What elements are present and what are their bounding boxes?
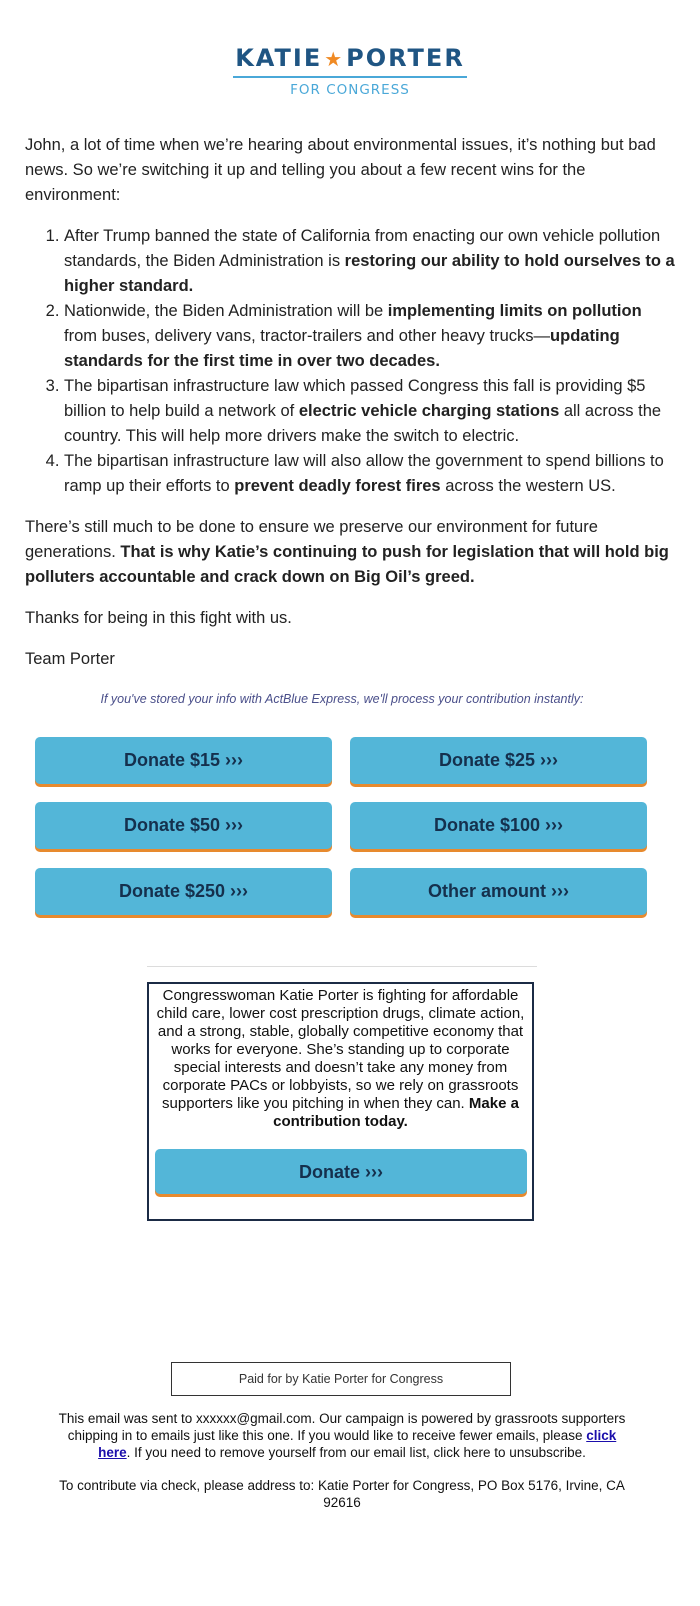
donate-250-button[interactable]: Donate $250 ››› bbox=[35, 868, 332, 915]
donate-15-button[interactable]: Donate $15 ››› bbox=[35, 737, 332, 784]
fewer-emails-link[interactable]: click here bbox=[98, 1428, 617, 1460]
list-item: 2. Nationwide, the Biden Administration will be implementing limits on pollution from buses, delivery vans, tractor-trailers and other heavy trucks—updating standards for the first time in over two decades. bbox=[64, 299, 675, 374]
logo-wordmark bbox=[233, 44, 467, 78]
thanks-line: Thanks for being in this fight with us. bbox=[25, 609, 292, 627]
footer-check-address: To contribute via check, please address to: Katie Porter for Congress, PO Box 5176, Irvine, CA 92616 bbox=[59, 1478, 625, 1510]
email-body bbox=[25, 133, 675, 688]
section-divider bbox=[147, 966, 537, 967]
list-item: 4. The bipartisan infrastructure law will also allow the government to spend billions to ramp up their efforts to prevent deadly forest fires across the western US. bbox=[64, 449, 675, 499]
intro-paragraph: John, a lot of time when we’re hearing about environmental issues, it’s nothing but bad news. So we’re switching it up and telling you about a few recent wins for the environment: bbox=[25, 136, 656, 204]
footer bbox=[50, 1410, 634, 1527]
signoff: Team Porter bbox=[25, 650, 115, 668]
wins-list bbox=[25, 224, 675, 499]
card-donate-button[interactable]: Donate ››› bbox=[155, 1149, 527, 1194]
actblue-note: If you've stored your info with ActBlue Express, we'll process your contribution instantly: bbox=[100, 692, 584, 706]
campaign-logo bbox=[0, 44, 700, 98]
paid-for-disclaimer: Paid for by Katie Porter for Congress bbox=[171, 1362, 511, 1396]
footer-unsubscribe-text: This email was sent to xxxxxx@gmail.com. Our campaign is powered by grassroots supporters chipping in to emails just like this one. If you would like to receive fewer emails, please click here. If you need to remove yourself from our email list, click here to unsubscribe. bbox=[58, 1411, 626, 1460]
logo-tagline: FOR CONGRESS bbox=[290, 82, 410, 98]
logo-name-first: KATIE bbox=[235, 44, 323, 72]
card-text: Congresswoman Katie Porter is fighting for affordable child care, lower cost prescription drugs, climate action, and a strong, stable, globally competitive economy that works for everyone. She’s standing up to corporate special interests and doesn’t take any money from corporate PACs or lobbyists, so we rely on grassroots supporters like you pitching in when they can. Make a contribution today. bbox=[156, 987, 525, 1130]
closing-paragraph: There’s still much to be done to ensure we preserve our environment for future generations. That is why Katie’s continuing to push for legislation that will hold big polluters accountable and crack down on Big Oil’s greed. bbox=[25, 518, 669, 586]
contribution-card bbox=[147, 982, 534, 1221]
list-item: 3. The bipartisan infrastructure law which passed Congress this fall is providing $5 billion to help build a network of electric vehicle charging stations all across the country. This will help more drivers make the switch to electric. bbox=[64, 374, 675, 449]
list-item: 1. After Trump banned the state of California from enacting our own vehicle pollution standards, the Biden Administration is restoring our ability to hold ourselves to a higher standard. bbox=[64, 224, 675, 299]
star-icon: ★ bbox=[324, 47, 345, 71]
donate-100-button[interactable]: Donate $100 ››› bbox=[350, 802, 647, 849]
donate-50-button[interactable]: Donate $50 ››› bbox=[35, 802, 332, 849]
donate-25-button[interactable]: Donate $25 ››› bbox=[350, 737, 647, 784]
donate-other-amount-button[interactable]: Other amount ››› bbox=[350, 868, 647, 915]
logo-name-last: PORTER bbox=[346, 44, 465, 72]
